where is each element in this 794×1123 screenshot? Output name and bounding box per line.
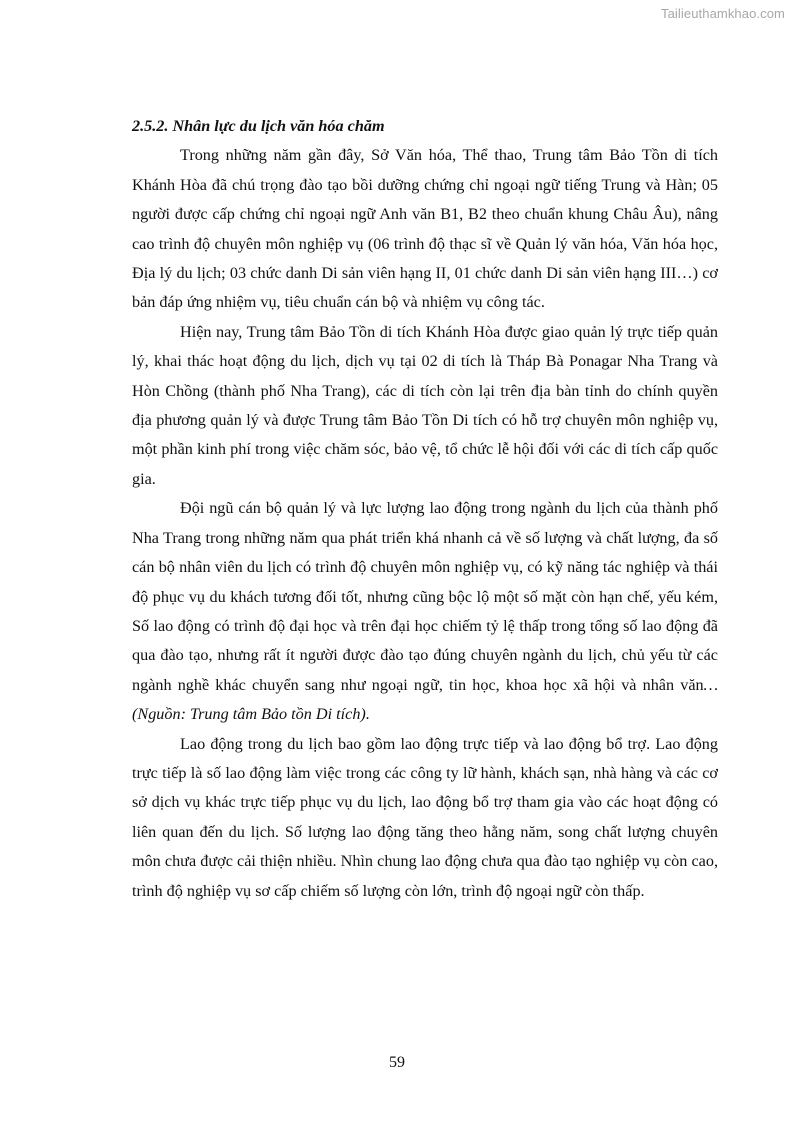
paragraph-3-text: Đội ngũ cán bộ quản lý và lực lượng lao động trong ngành du lịch của thành phố Nha Trang trong những năm qua phát triển khá nhanh cả về số lượng và chất lượng, đa số cán bộ nhân viên du lịch có trình độ chuyên môn nghiệp vụ, có kỹ năng tác nghiệp và thái độ phục vụ du khách tương đối tốt, nhưng cũng bộc lộ một số mặt còn hạn chế, yếu kém, Số lao động có trình độ đại học và trên đại học chiếm tỷ lệ thấp trong tổng số lao động đã qua đào tạo, nhưng rất ít người được đào tạo đúng chuyên ngành du lịch, chủ yếu từ các ngành nghề khác chuyển sang như ngoại ngữ, tin học, khoa học xã hội và nhân văn [132, 499, 718, 694]
watermark: Tailieuthamkhao.com [660, 6, 785, 21]
paragraph-1: Trong những năm gần đây, Sở Văn hóa, Thể thao, Trung tâm Bảo Tồn di tích Khánh Hòa đã chú trọng đào tạo bồi dưỡng chứng chỉ ngoại ngữ tiếng Trung và Hàn; 05 người được cấp chứng chỉ ngoại ngữ Anh văn B1, B2 theo chuẩn khung Châu Âu), nâng cao trình độ chuyên môn nghiệp vụ (06 trình độ thạc sĩ về Quản lý văn hóa, Văn hóa học, Địa lý du lịch; 03 chức danh Di sản viên hạng II, 01 chức danh Di sản viên hạng III…) cơ bản đáp ứng nhiệm vụ, tiêu chuẩn cán bộ và nhiệm vụ công tác. [132, 146, 718, 312]
document-body [132, 112, 718, 906]
source-citation: …(Nguồn: Trung tâm Bảo tồn Di tích). [132, 675, 718, 724]
paragraph-4: Lao động trong du lịch bao gồm lao động trực tiếp và lao động bổ trợ. Lao động trực tiếp là số lao động làm việc trong các công ty lữ hành, khách sạn, nhà hàng và các cơ sở dịch vụ khác trực tiếp phục vụ du lịch, lao động bổ trợ tham gia vào các hoạt động có liên quan đến du lịch. Số lượng lao động tăng theo hằng năm, song chất lượng chuyên môn chưa được cải thiện nhiều. Nhìn chung lao động chưa qua đào tạo nghiệp vụ còn cao, trình độ nghiệp vụ sơ cấp chiếm số lượng còn lớn, trình độ ngoại ngữ còn thấp. [132, 734, 718, 900]
paragraph-3 [132, 494, 718, 729]
page-number: 59 [389, 1054, 405, 1071]
section-heading: 2.5.2. Nhân lực du lịch văn hóa chăm [132, 117, 385, 135]
paragraph-2: Hiện nay, Trung tâm Bảo Tồn di tích Khánh Hòa được giao quản lý trực tiếp quản lý, khai thác hoạt động du lịch, dịch vụ tại 02 di tích là Tháp Bà Ponagar Nha Trang và Hòn Chồng (thành phố Nha Trang), các di tích còn lại trên địa bàn tỉnh do chính quyền địa phương quản lý và được Trung tâm Bảo Tồn Di tích có hỗ trợ chuyên môn nghiệp vụ, một phần kinh phí trong việc chăm sóc, bảo vệ, tổ chức lễ hội đối với các di tích cấp quốc gia. [132, 322, 718, 488]
